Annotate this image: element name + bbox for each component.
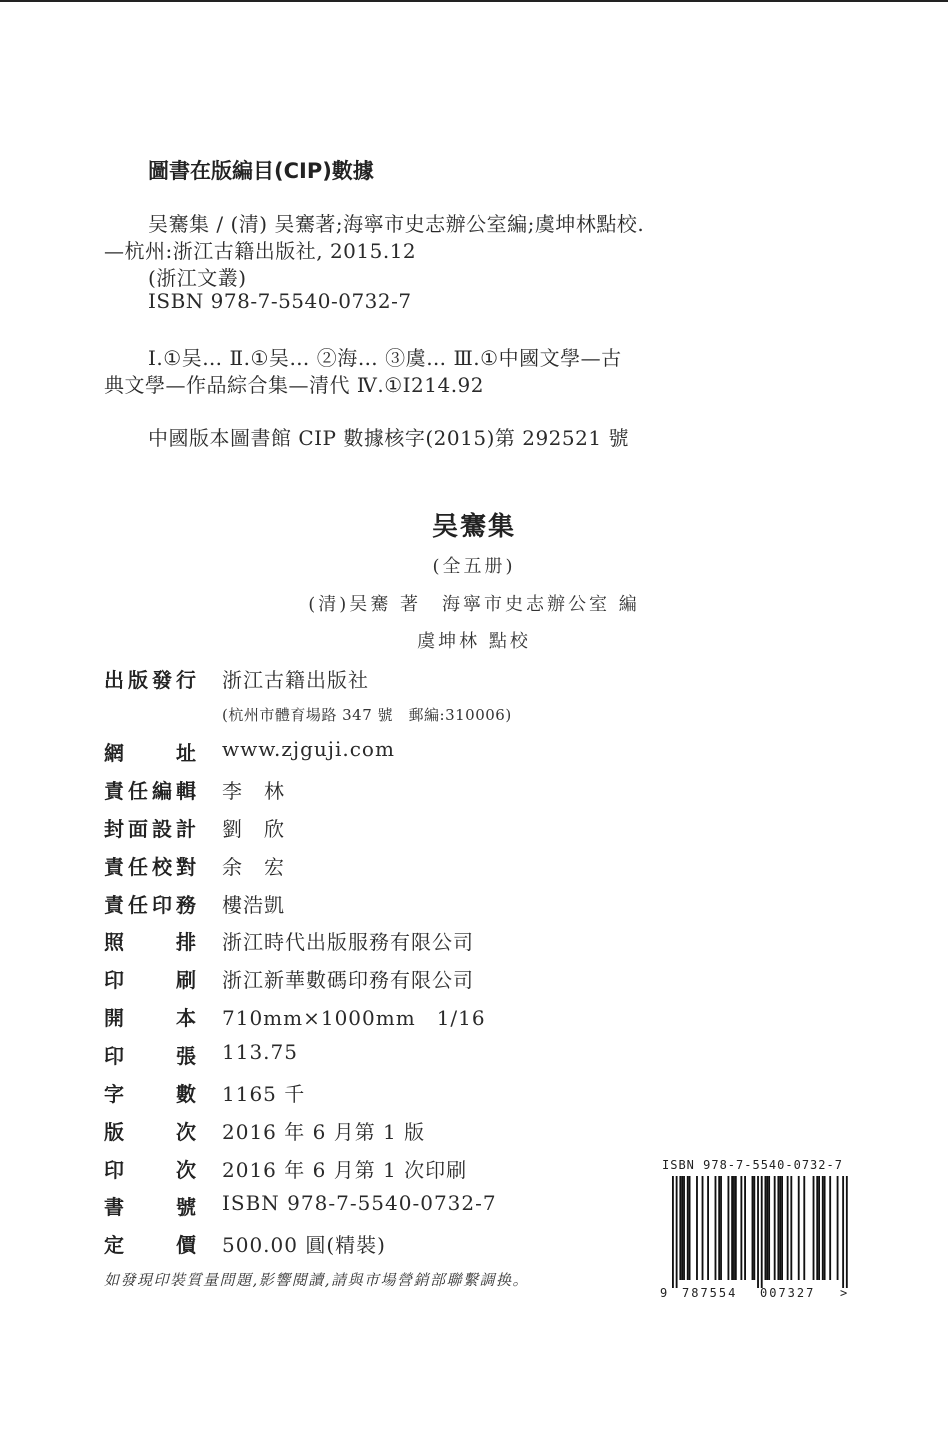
publisher-address: (杭州市體育場路 347 號 郵編:310006) (222, 706, 512, 724)
quality-notice: 如發現印裝質量問題,影響閱讀,請與市場營銷部聯繫調换。 (104, 1271, 530, 1289)
barcode-bar (842, 1176, 844, 1288)
book-title: 吴騫集 (431, 512, 516, 542)
colophon-label: 網 址 (104, 741, 196, 765)
barcode-bar (672, 1176, 674, 1288)
barcode-bar (813, 1176, 815, 1280)
colophon-label: 印 張 (104, 1044, 196, 1068)
barcode-bar (774, 1176, 776, 1280)
cip-classification: 典文學—作品綜合集—清代 Ⅳ.①I214.92 (104, 373, 485, 397)
colophon-value: 樓浩凱 (222, 893, 285, 917)
colophon-value: 500.00 圓(精裝) (222, 1233, 386, 1257)
colophon-value: 浙江古籍出版社 (222, 668, 369, 692)
cip-verification: 中國版本圖書館 CIP 數據核字(2015)第 292521 號 (148, 426, 629, 450)
barcode-bars (660, 1176, 850, 1288)
top-border (0, 0, 948, 2)
barcode-bar (781, 1176, 783, 1280)
barcode-bar (679, 1176, 681, 1280)
colophon-value: 1165 千 (222, 1082, 306, 1106)
colophon-label: 出 版 發 行 (104, 668, 196, 692)
colophon-label: 定 價 (104, 1233, 196, 1257)
barcode-bar (777, 1176, 779, 1280)
barcode-bar (753, 1176, 755, 1280)
colophon-value: 2016 年 6 月第 1 版 (222, 1120, 426, 1144)
colophon-value: 余 宏 (222, 855, 285, 879)
barcode-bar (740, 1176, 742, 1280)
colophon-value: 710mm×1000mm 1/16 (222, 1006, 486, 1030)
barcode-bar (676, 1176, 678, 1288)
barcode-bar (766, 1176, 768, 1280)
cip-heading: 圖書在版編目(CIP)數據 (148, 159, 374, 183)
cip-record-line: 吴騫集 / (清) 吴騫著;海寧市史志辦公室編;虞坤林點校. (148, 212, 645, 236)
barcode-bar (846, 1176, 848, 1288)
barcode-bar (687, 1176, 689, 1280)
colophon-value: ISBN 978-7-5540-0732-7 (222, 1191, 497, 1215)
colophon-label: 印 刷 (104, 968, 196, 992)
barcode-bar (728, 1176, 730, 1280)
barcode-isbn-text: ISBN 978-7-5540-0732-7 (662, 1158, 843, 1172)
barcode-bar (735, 1176, 737, 1280)
colophon-label: 開 本 (104, 1006, 196, 1030)
barcode-bar (818, 1176, 820, 1280)
barcode-bar (718, 1176, 720, 1280)
barcode-bar (816, 1176, 818, 1280)
colophon-value: 113.75 (222, 1040, 298, 1064)
barcode-bar (707, 1176, 709, 1280)
barcode-bar (761, 1176, 763, 1288)
book-editor: 虞坤林 點校 (417, 631, 531, 652)
barcode-bar (787, 1176, 789, 1280)
barcode-bar (689, 1176, 691, 1280)
book-authors: (清)吴騫 著 海寧市史志辦公室 編 (308, 594, 640, 615)
colophon-label: 印 次 (104, 1158, 196, 1182)
barcode-bar (744, 1176, 746, 1280)
barcode-bar (779, 1176, 781, 1280)
colophon-label: 版 次 (104, 1120, 196, 1144)
colophon-label: 照 排 (104, 930, 196, 954)
isbn-barcode (660, 1158, 860, 1308)
barcode-bar (803, 1176, 805, 1280)
colophon-label: 責 任 印 務 (104, 893, 196, 917)
colophon-label: 責 任 校 對 (104, 855, 196, 879)
barcode-bar (822, 1176, 824, 1280)
barcode-bar (696, 1176, 698, 1280)
colophon-label: 書 號 (104, 1195, 196, 1219)
barcode-bar (765, 1176, 767, 1280)
barcode-bar (837, 1176, 839, 1280)
barcode-bar (757, 1176, 759, 1288)
barcode-bar (790, 1176, 792, 1280)
colophon-label: 字 數 (104, 1082, 196, 1106)
barcode-left-digits: 787554 (682, 1286, 738, 1300)
cip-isbn: ISBN 978-7-5540-0732-7 (148, 289, 412, 313)
colophon-label: 封 面 設 計 (104, 817, 196, 841)
barcode-bar (681, 1176, 683, 1280)
barcode-bar (824, 1176, 826, 1280)
barcode-bar (683, 1176, 685, 1280)
colophon-value: 李 林 (222, 779, 285, 803)
barcode-bar (768, 1176, 770, 1280)
barcode-right-digits: 007327 (760, 1286, 816, 1300)
barcode-bar (733, 1176, 735, 1280)
colophon-value: 浙江新華數碼印務有限公司 (222, 968, 474, 992)
barcode-lead-digit: 9 (660, 1286, 668, 1300)
book-volumes: (全五册) (432, 556, 516, 577)
barcode-trail-mark: > (840, 1286, 848, 1300)
barcode-bar (829, 1176, 831, 1280)
barcode-bar (731, 1176, 733, 1280)
barcode-bar (715, 1176, 717, 1280)
barcode-bar (702, 1176, 704, 1280)
colophon-value: 劉 欣 (222, 817, 285, 841)
colophon-value: 2016 年 6 月第 1 次印刷 (222, 1158, 468, 1182)
barcode-bar (720, 1176, 722, 1280)
barcode-bar (798, 1176, 800, 1280)
barcode-bar (752, 1176, 754, 1280)
cip-record-line: —杭州:浙江古籍出版社, 2015.12 (104, 239, 417, 263)
cip-classification: Ⅰ.①吴… Ⅱ.①吴… ②海… ③虞… Ⅲ.①中國文學—古 (148, 346, 622, 370)
colophon-value: 浙江時代出版服務有限公司 (222, 930, 474, 954)
cip-series: (浙江文叢) (148, 266, 247, 290)
colophon-value: www.zjguji.com (222, 737, 395, 761)
colophon-label: 責 任 編 輯 (104, 779, 196, 803)
